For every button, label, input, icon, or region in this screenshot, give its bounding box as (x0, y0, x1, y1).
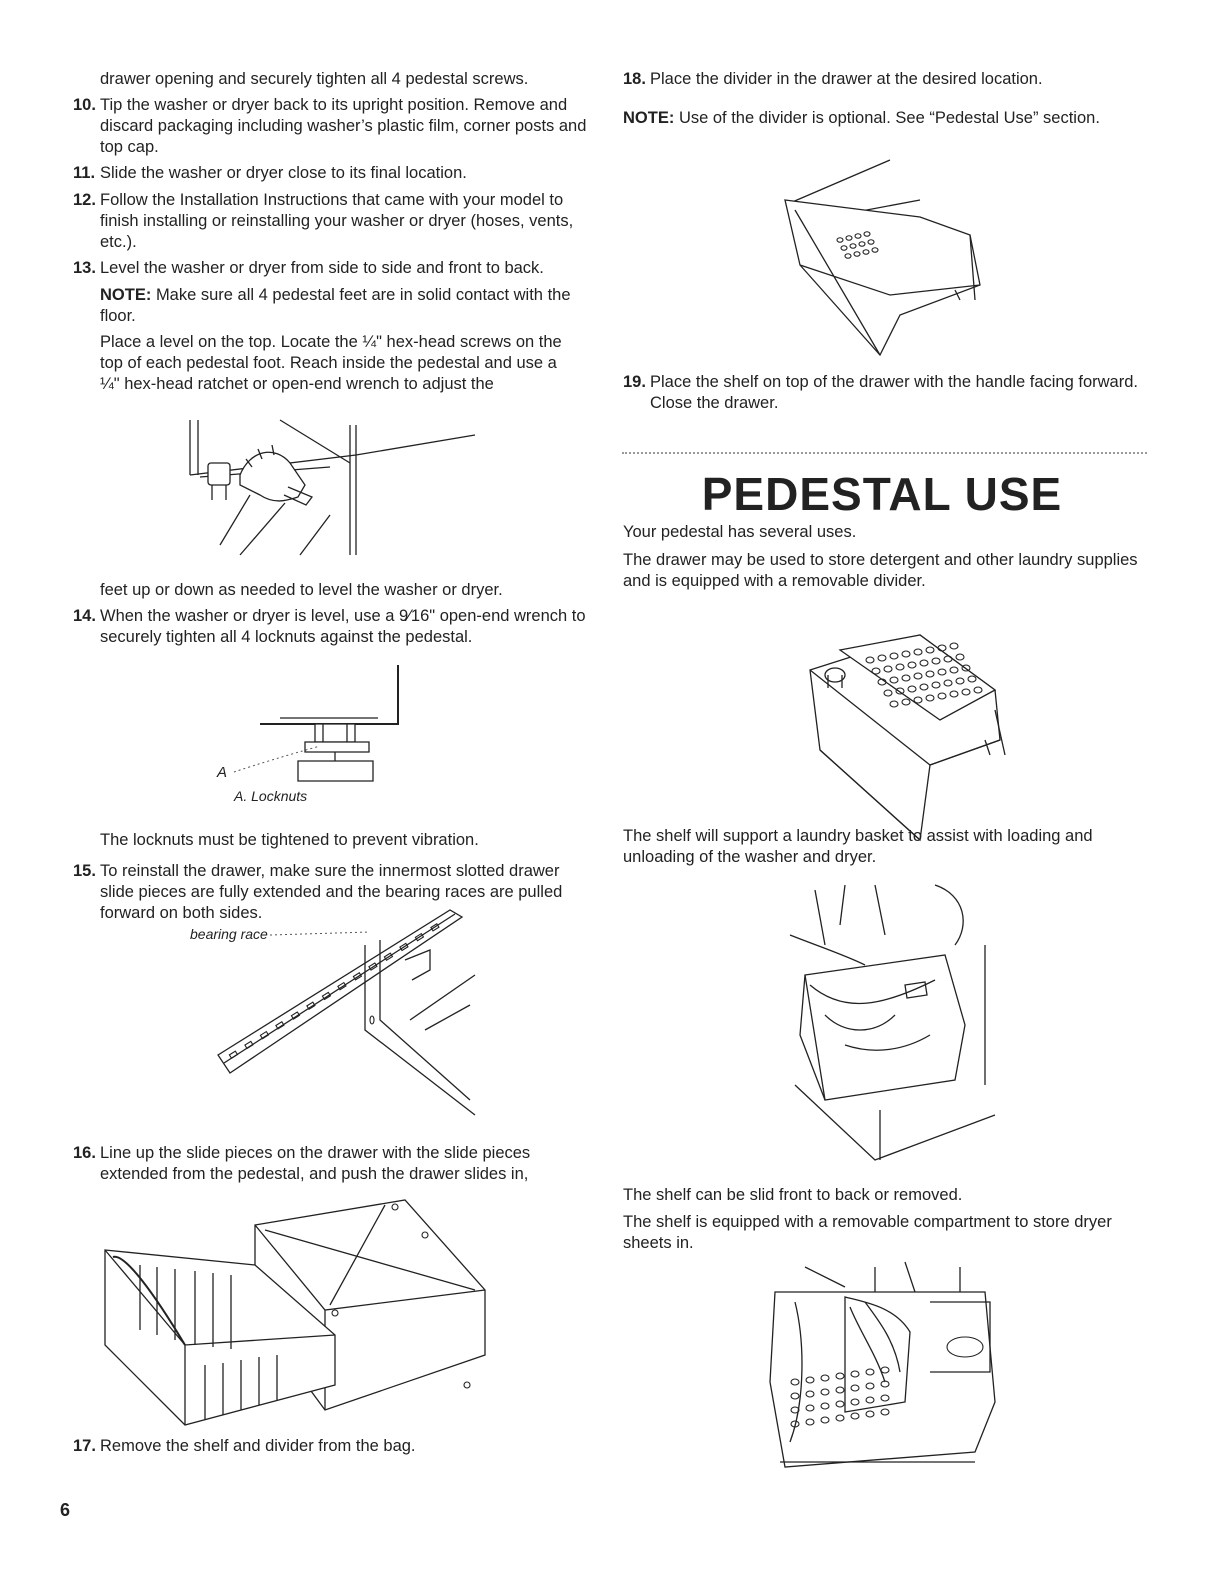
illustration-hole (956, 654, 964, 660)
note-text: Make sure all 4 pedestal feet are in solid contact with the floor. (100, 286, 571, 325)
locknut-callout: A (217, 764, 228, 781)
step-19 (623, 372, 1170, 414)
step-text: Level the washer or dryer from side to side and front to back. (100, 259, 544, 277)
bearing-race-label: bearing race (190, 926, 268, 942)
note-label: NOTE: (100, 286, 152, 304)
step-number: 14. (73, 607, 96, 625)
shelf-compartment-text: The shelf is equipped with a removable compartment to store dryer sheets in. (623, 1213, 1112, 1252)
step-number: 18. (623, 70, 646, 88)
step-text: Place the divider in the drawer at the desired location. (650, 70, 1043, 88)
note-label: NOTE: (623, 109, 675, 127)
illustration-hole (938, 645, 946, 651)
laundry-basket-illustration (785, 885, 995, 1165)
locknut-caption: A. Locknuts (234, 788, 308, 804)
step-number: 19. (623, 373, 646, 391)
step-number: 10. (73, 96, 96, 114)
level-instructions: Place a level on the top. Locate the ¼" hex-head screws on the top of each pedestal foot. Reach inside the pedestal and use a ¼" hex-head ratchet or open-end wrench to adjust the (100, 333, 562, 393)
divider-illustration (780, 155, 990, 360)
leveling-illustration (180, 415, 480, 560)
step-16 (73, 1143, 590, 1185)
intro-text: drawer opening and securely tighten all 4 pedestal screws. (100, 70, 529, 88)
page-number: 6 (60, 1500, 71, 1520)
locknut-note: The locknuts must be tightened to prevent vibration. (100, 831, 479, 849)
step-18 (623, 69, 1170, 90)
step-text: Tip the washer or dryer back to its upright position. Remove and discard packaging including washer’s plastic film, corner posts and top cap. (100, 96, 587, 156)
step-17 (73, 1436, 590, 1457)
step-12 (73, 190, 590, 253)
step-number: 11. (73, 164, 96, 182)
step-text: When the washer or dryer is level, use a 9⁄16" open-end wrench to securely tighten all 4 locknuts against the pedestal. (100, 607, 586, 646)
note-13 (100, 285, 580, 327)
step-text: Line up the slide pieces on the drawer with the slide pieces extended from the pedestal, and push the drawer slides in, (100, 1144, 531, 1183)
drawer-insert-illustration (95, 1195, 495, 1430)
step-text: Place the shelf on top of the drawer with the handle facing forward. Close the drawer. (650, 373, 1138, 412)
uses-intro: Your pedestal has several uses. (623, 523, 857, 541)
step-14 (73, 606, 590, 648)
dryer-sheet-compartment-illustration (765, 1262, 1005, 1477)
illustration-hole (950, 643, 958, 649)
step-number: 15. (73, 862, 96, 880)
step-number: 12. (73, 191, 96, 209)
step-text: To reinstall the drawer, make sure the innermost slotted drawer slide pieces are fully extended and the bearing races are pulled forward on both sides. (100, 862, 563, 922)
feet-adjust-text: feet up or down as needed to level the washer or dryer. (100, 581, 503, 599)
step-13 (73, 258, 590, 279)
step-number: 13. (73, 259, 96, 277)
drawer-slide-illustration (200, 905, 490, 1120)
step-text: Remove the shelf and divider from the bag. (100, 1437, 416, 1455)
shelf-slide-text: The shelf can be slid front to back or removed. (623, 1186, 963, 1204)
section-title: PEDESTAL USE (701, 468, 1063, 520)
step-number: 16. (73, 1144, 96, 1162)
shelf-support-text: The shelf will support a laundry basket to assist with loading and unloading of the washer and dryer. (623, 827, 1093, 866)
step-number: 17. (73, 1437, 96, 1455)
step-text: Follow the Installation Instructions that came with your model to finish installing or reinstalling your washer or dryer (hoses, vents, etc.). (100, 191, 574, 251)
note-18 (623, 108, 1153, 129)
step-text: Slide the washer or dryer close to its final location. (100, 164, 467, 182)
step-10 (73, 95, 590, 158)
drawer-use-text: The drawer may be used to store detergent and other laundry supplies and is equipped with a removable divider. (623, 551, 1138, 590)
locknut-illustration (210, 660, 410, 785)
note-text: Use of the divider is optional. See “Pedestal Use” section. (678, 109, 1100, 127)
step-11 (73, 163, 590, 184)
section-divider (622, 452, 1147, 454)
drawer-storage-illustration (800, 630, 1010, 845)
